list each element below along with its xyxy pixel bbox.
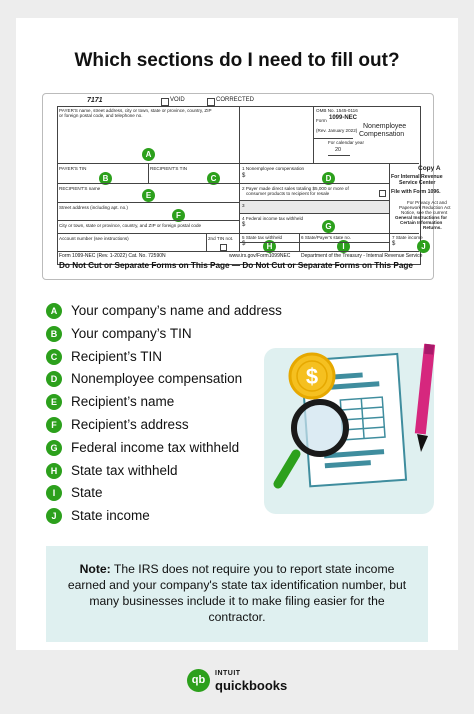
privacy-3: Notice, see the current: [401, 210, 448, 215]
note-box: [46, 546, 428, 642]
legend-badge: J: [46, 508, 62, 524]
badge-a: A: [142, 148, 155, 161]
box5-label: 5 State tax withheld: [242, 235, 283, 240]
corrected-label: CORRECTED: [216, 97, 255, 103]
box2-label-cont: consumer products to recipient for resale: [246, 191, 330, 196]
badge-e: E: [142, 189, 155, 202]
badge-f: F: [172, 209, 185, 222]
legend-badge: I: [46, 485, 62, 501]
legend-badge: G: [46, 440, 62, 456]
payer-name-label-cont: or foreign postal code, and telephone no.: [59, 113, 143, 118]
form-heading-1: Nonemployee: [363, 123, 407, 130]
form-name: 1099-NEC: [329, 115, 358, 121]
box7-label: 7 State income: [392, 235, 423, 240]
privacy-2: Paperwork Reduction Act: [399, 205, 451, 210]
second-tin-checkbox: [220, 244, 227, 251]
box4-dollar: $: [242, 222, 246, 228]
legend-badge: F: [46, 417, 62, 433]
box2-checkbox: [379, 190, 386, 197]
badge-c: C: [207, 172, 220, 185]
void-checkbox: [161, 98, 169, 106]
legend-badge: B: [46, 326, 62, 342]
privacy-5: Certain Information: [400, 220, 443, 225]
legend-label: Recipient’s TIN: [71, 348, 163, 364]
badge-i: I: [337, 240, 350, 253]
form-label: Form: [316, 118, 327, 123]
badge-b: B: [99, 172, 112, 185]
divider-h2: [57, 183, 389, 184]
privacy-4: General Instructions for: [395, 215, 448, 220]
infographic-card: [16, 18, 458, 650]
badge-d: D: [322, 172, 335, 185]
qb-logo-mark: qb: [187, 669, 210, 692]
footer-www: www.irs.gov/Form1099NEC: [229, 253, 291, 259]
legend-label: State tax withheld: [71, 462, 178, 478]
recipient-name-label: RECIPIENT'S name: [59, 186, 101, 191]
legend-badge: H: [46, 463, 62, 479]
note-label: Note:: [79, 562, 111, 576]
city-label: City or town, state or province, country, and ZIP or foreign postal code: [59, 223, 202, 228]
calendar-year: 20: [335, 147, 342, 153]
divider-h1: [57, 163, 419, 164]
divider-tin: [148, 163, 149, 183]
logo-intuit: INTUIT: [215, 670, 241, 677]
legend-badge: D: [46, 371, 62, 387]
copy-a-label: Copy A: [418, 165, 441, 172]
for-irs-label: For Internal Revenue: [391, 174, 443, 180]
box2-label: 2 Payer made direct sales totaling $5,000 or more of: [242, 186, 349, 191]
recipient-tin-label: RECIPIENT'S TIN: [150, 166, 188, 171]
badge-h: H: [263, 240, 276, 253]
omb-number: OMB No. 1545-0116: [316, 108, 358, 113]
divider-h5: [57, 233, 419, 234]
box3-shaded: [240, 201, 389, 213]
divider-h4: [57, 220, 239, 221]
payer-tin-label: PAYER'S TIN: [59, 166, 87, 171]
payer-name-label: PAYER'S name, street address, city or town, state or province, country, ZIP: [59, 108, 212, 113]
svg-text:$: $: [305, 364, 319, 389]
legend-label: Recipient’s name: [71, 394, 175, 410]
legend-label: State income: [71, 508, 150, 524]
badge-g: G: [322, 220, 335, 233]
box4-label: 4 Federal income tax withheld: [242, 216, 304, 221]
page-title: Which sections do I need to fill out?: [74, 50, 400, 71]
do-not-cut-text: Do Not Cut or Separate Forms on This Page — Do Not Cut or Separate Forms on This Page: [59, 261, 413, 270]
legend-label: Nonemployee compensation: [71, 371, 243, 387]
box5-dollar: $: [242, 241, 246, 247]
box1-label: 1 Nonemployee compensation: [242, 166, 305, 171]
legend-label: Your company’s name and address: [71, 303, 282, 318]
legend-badge: E: [46, 394, 62, 410]
document-magnifier-illustration: [242, 324, 442, 534]
note-body: The IRS does not require you to report state income earned and your company's state tax identification number, but many businesses include it to make filing easier for the contractor.: [67, 562, 407, 624]
revision: (Rev. January 2022): [316, 128, 358, 133]
footer-dept: Department of the Treasury - Internal Revenue Service: [301, 253, 423, 259]
privacy-1: For Privacy Act and: [407, 200, 447, 205]
divider-h3: [57, 202, 239, 203]
divider-box4-top: [239, 213, 389, 214]
omb-divider: [313, 138, 353, 139]
legend-badge: C: [46, 349, 62, 365]
service-center-label: Service Center: [399, 180, 436, 186]
legend-label: Federal income tax withheld: [71, 439, 240, 455]
box6-label: 6 State/Payer's state no.: [301, 235, 351, 240]
badge-j: J: [417, 240, 430, 253]
legend-label: State: [71, 485, 103, 501]
box1-dollar: $: [242, 173, 246, 179]
form-number-code: 7171: [87, 97, 103, 104]
void-label: VOID: [170, 97, 185, 103]
corrected-checkbox: [207, 98, 215, 106]
footer-form: Form 1099-NEC (Rev. 1-2022) Cat. No. 72590N: [59, 253, 166, 259]
box3-label: 3: [242, 203, 245, 208]
account-label: Account number (see instructions): [59, 236, 129, 241]
calendar-year-label: For calendar year: [328, 140, 365, 145]
logo-quickbooks: quickbooks: [215, 678, 288, 693]
privacy-6: Returns.: [423, 225, 442, 230]
divider-v3: [389, 163, 390, 251]
coin-icon: [290, 354, 334, 398]
note-text: [60, 561, 414, 625]
divider-v2: [313, 106, 314, 163]
legend-label: Your company’s TIN: [71, 325, 192, 341]
street-label: Street address (including apt. no.): [59, 205, 128, 210]
divider-h6: [239, 242, 389, 243]
box7-dollar: $: [392, 241, 396, 247]
file-with-label: File with Form 1096.: [391, 189, 441, 195]
legend-label: Recipient’s address: [71, 416, 189, 432]
form-heading-2: Compensation: [359, 131, 405, 138]
second-tin-label: 2nd TIN not.: [208, 236, 234, 241]
form-1099-nec: [42, 93, 451, 280]
divider-h7: [57, 251, 419, 252]
legend-badge: A: [46, 303, 62, 319]
divider-tin-not: [206, 233, 207, 251]
year-underline: [328, 155, 350, 156]
divider-v1: [239, 106, 240, 251]
